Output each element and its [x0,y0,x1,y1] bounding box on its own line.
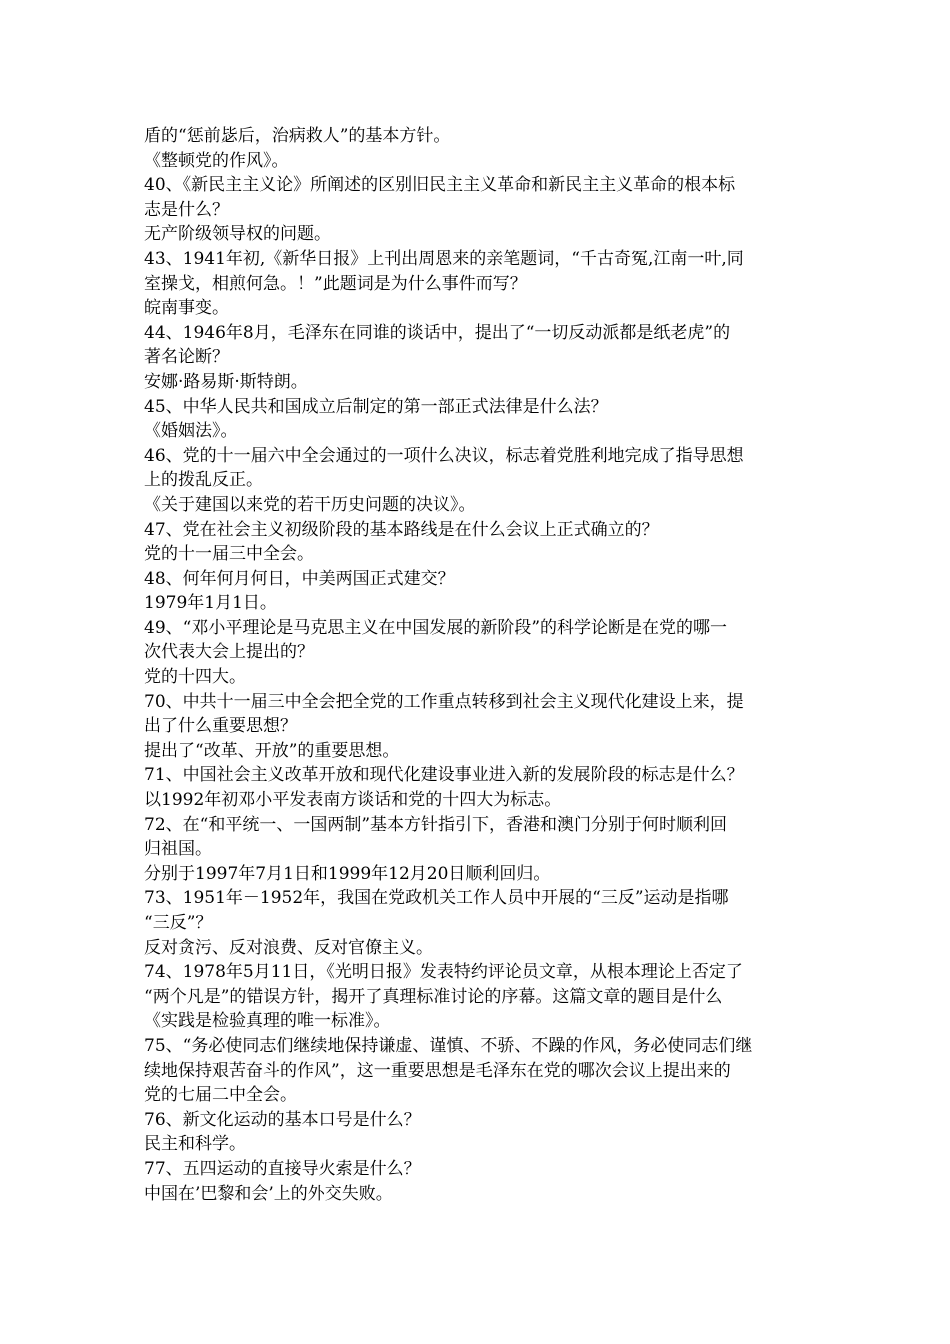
text-line: 76、新文化运动的基本口号是什么？ [144,1109,421,1130]
text-line: 提出了“改革、开放”的重要思想。 [144,740,400,761]
text-line: 党的十四大。 [144,667,246,688]
text-line: 77、五四运动的直接导火索是什么？ [144,1158,421,1179]
text-line: 续地保持艰苦奋斗的作风”，这一重要思想是毛泽东在党的哪次会议上提出来的 [144,1060,731,1081]
text-line: 44、1946年8月，毛泽东在同谁的谈话中，提出了“一切反动派都是纸老虎”的 [144,322,731,343]
text-line: 反对贪污、反对浪费、反对官僚主义。 [144,937,433,958]
text-line: 74、1978年5月11日，《光明日报》发表特约评论员文章，从根本理论上否定了 [144,962,743,983]
text-line: 室操戈，相煎何急。！”此题词是为什么事件而写？ [144,273,527,294]
text-line: 志是什么？ [144,199,229,220]
text-line: 40、《新民主主义论》所阐述的区别旧民主主义革命和新民主主义革命的根本标 [144,175,736,196]
text-line: 72、在“和平统一、一国两制”基本方针指引下，香港和澳门分别于何时顺利回 [144,814,728,835]
text-line: 45、中华人民共和国成立后制定的第一部正式法律是什么法？ [144,396,608,417]
document-page [144,124,812,1206]
text-line: 1979年1月1日。 [144,593,277,614]
text-line: 《婚姻法》。 [144,421,238,442]
text-line: 党的十一届三中全会。 [144,544,314,565]
text-line: “两个凡是”的错误方针，揭开了真理标准讨论的序幕。这篇文章的题目是什么 [144,986,723,1007]
text-line: 无产阶级领导权的问题。 [144,224,331,245]
text-line: 49、“邓小平理论是马克思主义在中国发展的新阶段”的科学论断是在党的哪一 [144,617,728,638]
text-line: 46、党的十一届六中全会通过的一项什么决议，标志着党胜利地完成了指导思想 [144,445,744,466]
text-line: 《实践是检验真理的唯一标准》。 [144,1011,391,1032]
text-line: 43、1941年初,《新华日报》上刊出周恩来的亲笔题词，“千古奇冤,江南一叶,同 [144,248,744,269]
text-line: 党的七届二中全会。 [144,1085,297,1106]
text-line: 上的拨乱反正。 [144,470,263,491]
text-line: 47、党在社会主义初级阶段的基本路线是在什么会议上正式确立的？ [144,519,659,540]
text-line: 71、中国社会主义改革开放和现代化建设事业进入新的发展阶段的标志是什么？ [144,765,744,786]
text-line: 出了什么重要思想？ [144,716,297,737]
text-line: 《整顿党的作风》。 [144,150,289,171]
text-line: 分别于1997年7月1日和1999年12月20日顺利回归。 [144,863,551,884]
text-line: “三反”？ [144,913,213,933]
text-line: 著名论断？ [144,347,229,368]
text-line: 归祖国。 [144,839,212,860]
text-line: 盾的“惩前毖后，治病救人”的基本方针。 [144,126,451,146]
text-line: 次代表大会上提出的？ [144,642,314,663]
text-line: 民主和科学。 [144,1134,246,1155]
text-line: 以1992年初邓小平发表南方谈话和党的十四大为标志。 [144,790,562,811]
text-line: 70、中共十一届三中全会把全党的工作重点转移到社会主义现代化建设上来，提 [144,691,744,712]
text-line: 安娜·路易斯·斯特朗。 [144,371,308,392]
text-line: 48、何年何月何日，中美两国正式建交？ [144,568,455,589]
text-line: 皖南事变。 [144,298,229,319]
text-line: 《关于建国以来党的若干历史问题的决议》。 [144,494,476,515]
text-line: 75、“务必使同志们继续地保持谦虚、谨慎、不骄、不躁的作风，务必使同志们继 [144,1035,753,1056]
text-line: 中国在’巴黎和会’上的外交失败。 [144,1183,393,1204]
text-line: 73、1951年－1952年，我国在党政机关工作人员中开展的“三反”运动是指哪 [144,888,729,909]
